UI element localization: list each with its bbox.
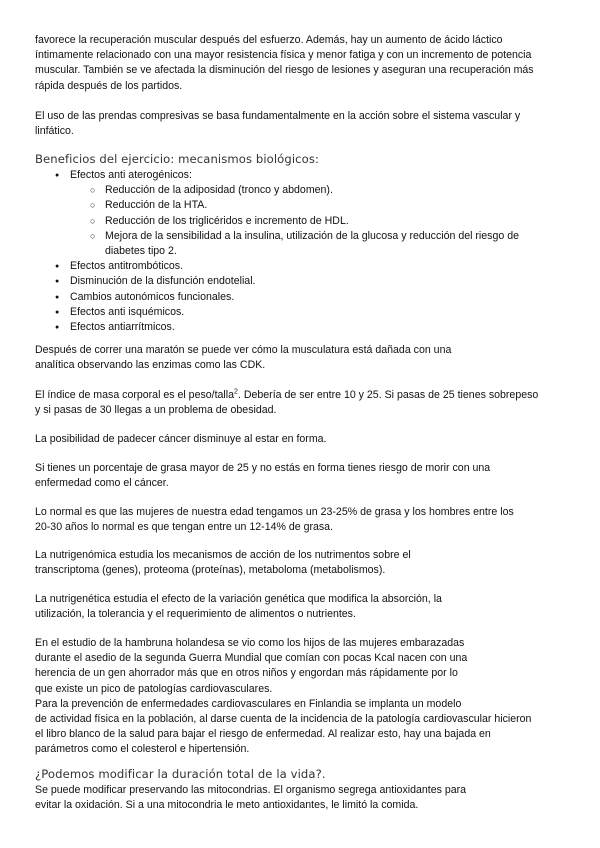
sub-list-item	[70, 229, 565, 259]
list-item: ● Cambios autonómicos funcionales.	[35, 290, 565, 305]
famine-paragraph	[35, 636, 565, 758]
sub-list-item: ○ Reducción de la adiposidad (tronco y abdomen).	[70, 183, 565, 198]
text-line: enfermedad como el cáncer.	[35, 477, 169, 490]
normal-fat-paragraph	[35, 505, 565, 535]
text-line: rápida después de los partidos.	[35, 79, 183, 92]
text-line: diabetes tipo 2.	[105, 245, 177, 258]
text-line: utilización, la tolerancia y el requerimiento de alimentos o nutrientes.	[35, 608, 356, 621]
text-line: Lo normal es que las mujeres de nuestra edad tengamos un 23-25% de grasa y los hombres entre los	[35, 506, 514, 518]
text-line: El uso de las prendas compresivas se basa fundamentalmente en la acción sobre el sistema vascular y	[35, 110, 521, 122]
bmi-superscript: 2	[234, 388, 238, 396]
text-line	[35, 388, 565, 403]
text-line: Para la prevención de enfermedades cardiovasculares en Finlandia se implanta un modelo	[35, 697, 462, 710]
text-line: analítica observando las enzimas como las CDK.	[35, 359, 266, 372]
bmi-text-a: El índice de masa corporal es el peso/talla	[35, 389, 235, 401]
intro-paragraph	[35, 33, 565, 94]
text-line: que existe un pico de patologías cardiovasculares.	[35, 682, 273, 695]
text-line: Se puede modificar preservando las mitocondrias. El organismo segrega antioxidantes para	[35, 784, 467, 796]
cancer-paragraph	[35, 432, 565, 447]
nutrigenetics-paragraph	[35, 592, 565, 622]
sub-list	[70, 183, 565, 259]
text-line: La posibilidad de padecer cáncer disminuye al estar en forma.	[35, 433, 327, 445]
text-line: La nutrigenética estudia el efecto de la variación genética que modifica la absorción, la	[35, 593, 442, 605]
marathon-paragraph	[35, 343, 565, 373]
text-line: favorece la recuperación muscular después del esfuerzo. Además, hay un aumento de ácido láctico	[35, 34, 503, 46]
text-line: de actividad física en la población, al darse cuenta de la incidencia de la patología cardiovascular hicieron	[35, 713, 532, 726]
text-line: el libro blanco de la salud para bajar el riesgo de enfermedad. Al realizar esto, hay una bajada en	[35, 728, 491, 741]
text-line: durante el asedio de la segunda Guerra Mundial que comían con pocas Kcal nacen con una	[35, 652, 468, 665]
text-line: transcriptoma (genes), proteoma (proteínas), metaboloma (metabolismos).	[35, 564, 386, 577]
list-item: ● Disminución de la disfunción endotelial.	[35, 274, 565, 289]
bmi-text-b: . Debería de ser entre 10 y 25. Si pasas de 25 tienes sobrepeso	[237, 389, 539, 401]
benefits-list	[35, 168, 565, 335]
list-item	[35, 168, 565, 259]
text-line: Después de correr una maratón se puede ver cómo la musculatura está dañada con una	[35, 344, 452, 356]
text-line: y si pasas de 30 llegas a un problema de obesidad.	[35, 404, 277, 417]
lifespan-paragraph	[35, 783, 565, 813]
text-line: íntimamente relacionado con una mayor resistencia física y menor fatiga y con un incremento de potencia	[35, 49, 532, 62]
text-line: Si tienes un porcentaje de grasa mayor de 25 y no estás en forma tienes riesgo de morir con una	[35, 462, 491, 474]
fat-risk-paragraph	[35, 461, 565, 491]
benefits-heading: Beneficios del ejercicio: mecanismos biológicos:	[35, 152, 319, 166]
list-item: ● Efectos antitrombóticos.	[35, 259, 565, 274]
list-item: ● Efectos antiarrítmicos.	[35, 320, 565, 335]
nutrigenomics-paragraph	[35, 548, 565, 578]
list-item-label: Efectos anti aterogénicos:	[70, 169, 192, 181]
text-line: muscular. También se ve afectada la disminución del riesgo de lesiones y aseguran una recuperación más	[35, 64, 534, 77]
list-item: ● Efectos anti isquémicos.	[35, 305, 565, 320]
text-line: evitar la oxidación. Si a una mitocondria le meto antioxidantes, le limitó la comida.	[35, 799, 419, 812]
compression-paragraph	[35, 109, 565, 139]
text-line: 20-30 años lo normal es que tengan entre un 12-14% de grasa.	[35, 521, 334, 534]
text-line: ○ Mejora de la sensibilidad a la insulina, utilización de la glucosa y reducción del riesgo de	[105, 229, 519, 242]
text-line: La nutrigenómica estudia los mecanismos de acción de los nutrimentos sobre el	[35, 549, 411, 561]
bmi-paragraph	[35, 388, 565, 418]
text-line: herencia de un gen ahorrador más que en otros niños y engordan más rápidamente por lo	[35, 667, 458, 680]
sub-list-item: ○ Reducción de los triglicéridos e incremento de HDL.	[70, 214, 565, 229]
text-line: En el estudio de la hambruna holandesa se vio como los hijos de las mujeres embarazadas	[35, 637, 465, 649]
text-line: linfático.	[35, 125, 74, 138]
text-line: parámetros como el colesterol e hipertensión.	[35, 743, 250, 756]
lifespan-heading: ¿Podemos modificar la duración total de la vida?.	[35, 767, 326, 781]
sub-list-item: ○ Reducción de la HTA.	[70, 198, 565, 213]
